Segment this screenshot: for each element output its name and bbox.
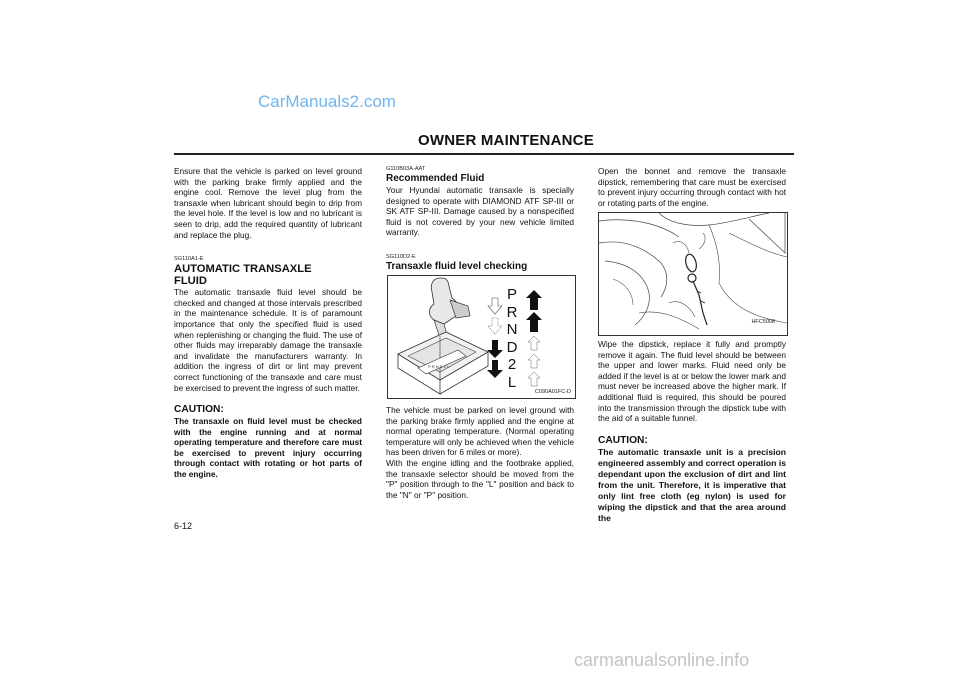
section-code: SG110A1-E — [174, 256, 204, 263]
idling-paragraph: With the engine idling and the footbrake applied, the transaxle selector should be moved from the "P" position through to the "L" position and back to the "N" or "P" position. — [386, 457, 574, 500]
gear-letter-2: 2 — [507, 356, 517, 373]
middle-column-lower — [386, 405, 574, 500]
gear-letter-column — [505, 286, 519, 391]
fluid-section-code: G110B03A-AAT — [386, 166, 426, 172]
section-heading: AUTOMATIC TRANSAXLE FLUID — [174, 263, 312, 288]
page-header-title: OWNER MAINTENANCE — [418, 132, 594, 149]
caution-title: CAUTION: — [174, 404, 224, 416]
gear-letter-l: L — [507, 373, 517, 391]
gear-letter-n: N — [506, 321, 518, 338]
level-checking-heading: Transaxle fluid level checking — [386, 260, 528, 272]
page-number: 6-12 — [174, 521, 193, 531]
engine-dipstick-illustration — [599, 213, 787, 335]
left-column — [174, 166, 362, 480]
gear-figure-label: C090A01FC-D — [534, 389, 571, 395]
caution-body: The transaxle on fluid level must be checked with the engine running and at normal operating temperature and therefore care must be exercised to prevent injury occurring through contact with rotating or hot parts of the engine. — [174, 416, 362, 480]
recommended-fluid-body: Your Hyundai automatic transaxle is specially designed to operate with DIAMOND ATF SP-III or SK ATF SP-III. Damage caused by a nonspecified fluid is not covered by your new vehicle limited warranty. — [386, 185, 574, 238]
gear-letter-r: R — [506, 303, 518, 321]
right-caution-title: CAUTION: — [598, 434, 648, 446]
gear-shifter-illustration — [388, 276, 575, 398]
svg-text:P R N D 2 L: P R N D 2 L — [428, 364, 450, 369]
right-column-lower — [598, 339, 786, 524]
recommended-fluid-heading: Recommended Fluid — [386, 173, 485, 184]
header-rule — [174, 153, 794, 155]
section-body: The automatic transaxle fluid level should be checked and changed at those intervals prescribed in the maintenance schedule. It is of paramount importance that only the specified fluid is used when replenishing or changing the fluid. The use of other fluids may irreparably damage the transaxle and invalidate the manufacturers warranty. In addition the ingress of dirt or lint may prevent correct functioning of the transaxle and care must be exercised to prevent the ingress of such matter. — [174, 287, 362, 393]
dipstick-figure — [598, 212, 788, 336]
footer-watermark[interactable]: carmanualsonline.info — [574, 650, 750, 670]
right-caution-body: The automatic transaxle unit is a precision engineered assembly and correct operation is dependant upon the exclusion of dirt and lint from the unit. Therefore, it is imperative that only lint free cloth (eg nylon) is used for wiping the dipstick and that the area around the — [598, 446, 786, 523]
right-column — [598, 166, 786, 208]
intro-paragraph: Ensure that the vehicle is parked on level ground with the parking brake firmly applied and the engine cool. Remove the level plug from the transaxle when lubricant should begin to drip from the level hole. If the level is low and no lubricant is seen to drip, add the required quantity of lubricant and replace the plug. — [174, 166, 362, 240]
gear-letter-d: D — [506, 338, 518, 356]
middle-column — [386, 166, 574, 273]
watermark-logo[interactable]: CarManuals2.com — [258, 92, 396, 111]
gear-letter-p: P — [506, 286, 517, 303]
dipstick-intro-paragraph: Open the bonnet and remove the transaxle dipstick, remembering that care must be exercised to prevent injury occurring through contact with hot or rotating parts of the engine. — [598, 166, 786, 208]
dipstick-figure-label: HFC5008 — [751, 319, 775, 325]
level-section-code: SG110D2-E — [386, 253, 416, 260]
parking-paragraph: The vehicle must be parked on level ground with the parking brake firmly applied and the engine at normal operating temperature. (Normal operating temperature will only be achieved when the vehicle has been driven for 6 miles or more). — [386, 405, 574, 458]
wipe-dipstick-paragraph: Wipe the dipstick, replace it fully and promptly remove it again. The fluid level should be between the upper and lower marks. Fluid need only be added if the level is at or below the lower mark and must never be increased above the higher mark. If additional fluid is required, this should be poured into the transmission through the dipstick tube with the aid of a suitable funnel. — [598, 339, 786, 424]
gear-selector-figure — [387, 275, 576, 399]
